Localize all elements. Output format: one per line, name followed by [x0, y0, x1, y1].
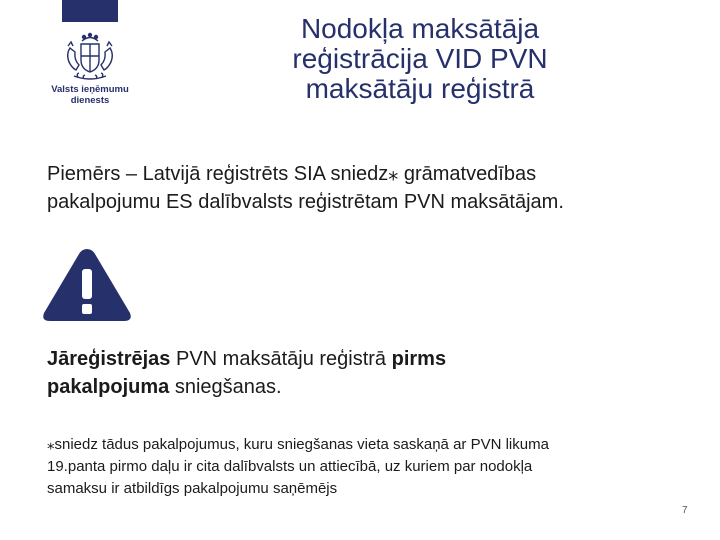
rule-text-1: PVN maksātāju reģistrā	[170, 348, 392, 370]
example-paragraph	[47, 160, 697, 216]
logo-line-2: dienests	[70, 95, 110, 106]
footnote	[47, 434, 687, 500]
rule-bold-1: Jāreģistrējas	[47, 348, 171, 370]
slide-title	[250, 14, 590, 104]
rule-text-2: sniegšanas.	[169, 376, 282, 398]
rule-bold-3: pakalpojuma	[47, 376, 170, 398]
logo-text	[40, 84, 140, 106]
registration-rule	[47, 345, 687, 401]
title-line-1: Nodokļa maksātāja	[300, 13, 540, 44]
header-accent-bar	[62, 0, 118, 22]
title-line-2: reģistrācija VID PVN	[292, 43, 548, 74]
example-line-2: pakalpojumu ES dalībvalsts reģistrētam PVN maksātājam.	[47, 191, 564, 213]
page-number: 7	[682, 505, 688, 516]
example-line-1: Piemērs – Latvijā reģistrēts SIA sniedz⁎ grāmatvedības	[47, 163, 537, 185]
footnote-line-3: samaksu ir atbildīgs pakalpojumu saņēmējs	[47, 480, 338, 497]
warning-triangle-icon	[40, 245, 134, 323]
footnote-line-2: 19.panta pirmo daļu ir cita dalībvalsts un attiecībā, uz kuriem par nodokļa	[47, 458, 533, 475]
title-line-3: maksātāju reģistrā	[305, 73, 535, 104]
logo-line-1: Valsts ieņēmumu	[51, 84, 129, 95]
vid-logo	[40, 32, 140, 118]
latvia-coat-of-arms-icon	[62, 32, 118, 82]
footnote-line-1: ⁎sniedz tādus pakalpojumus, kuru sniegšanas vieta saskaņā ar PVN likuma	[47, 436, 549, 453]
rule-bold-2: pirms	[391, 348, 447, 370]
warning-icon-container	[40, 245, 134, 323]
